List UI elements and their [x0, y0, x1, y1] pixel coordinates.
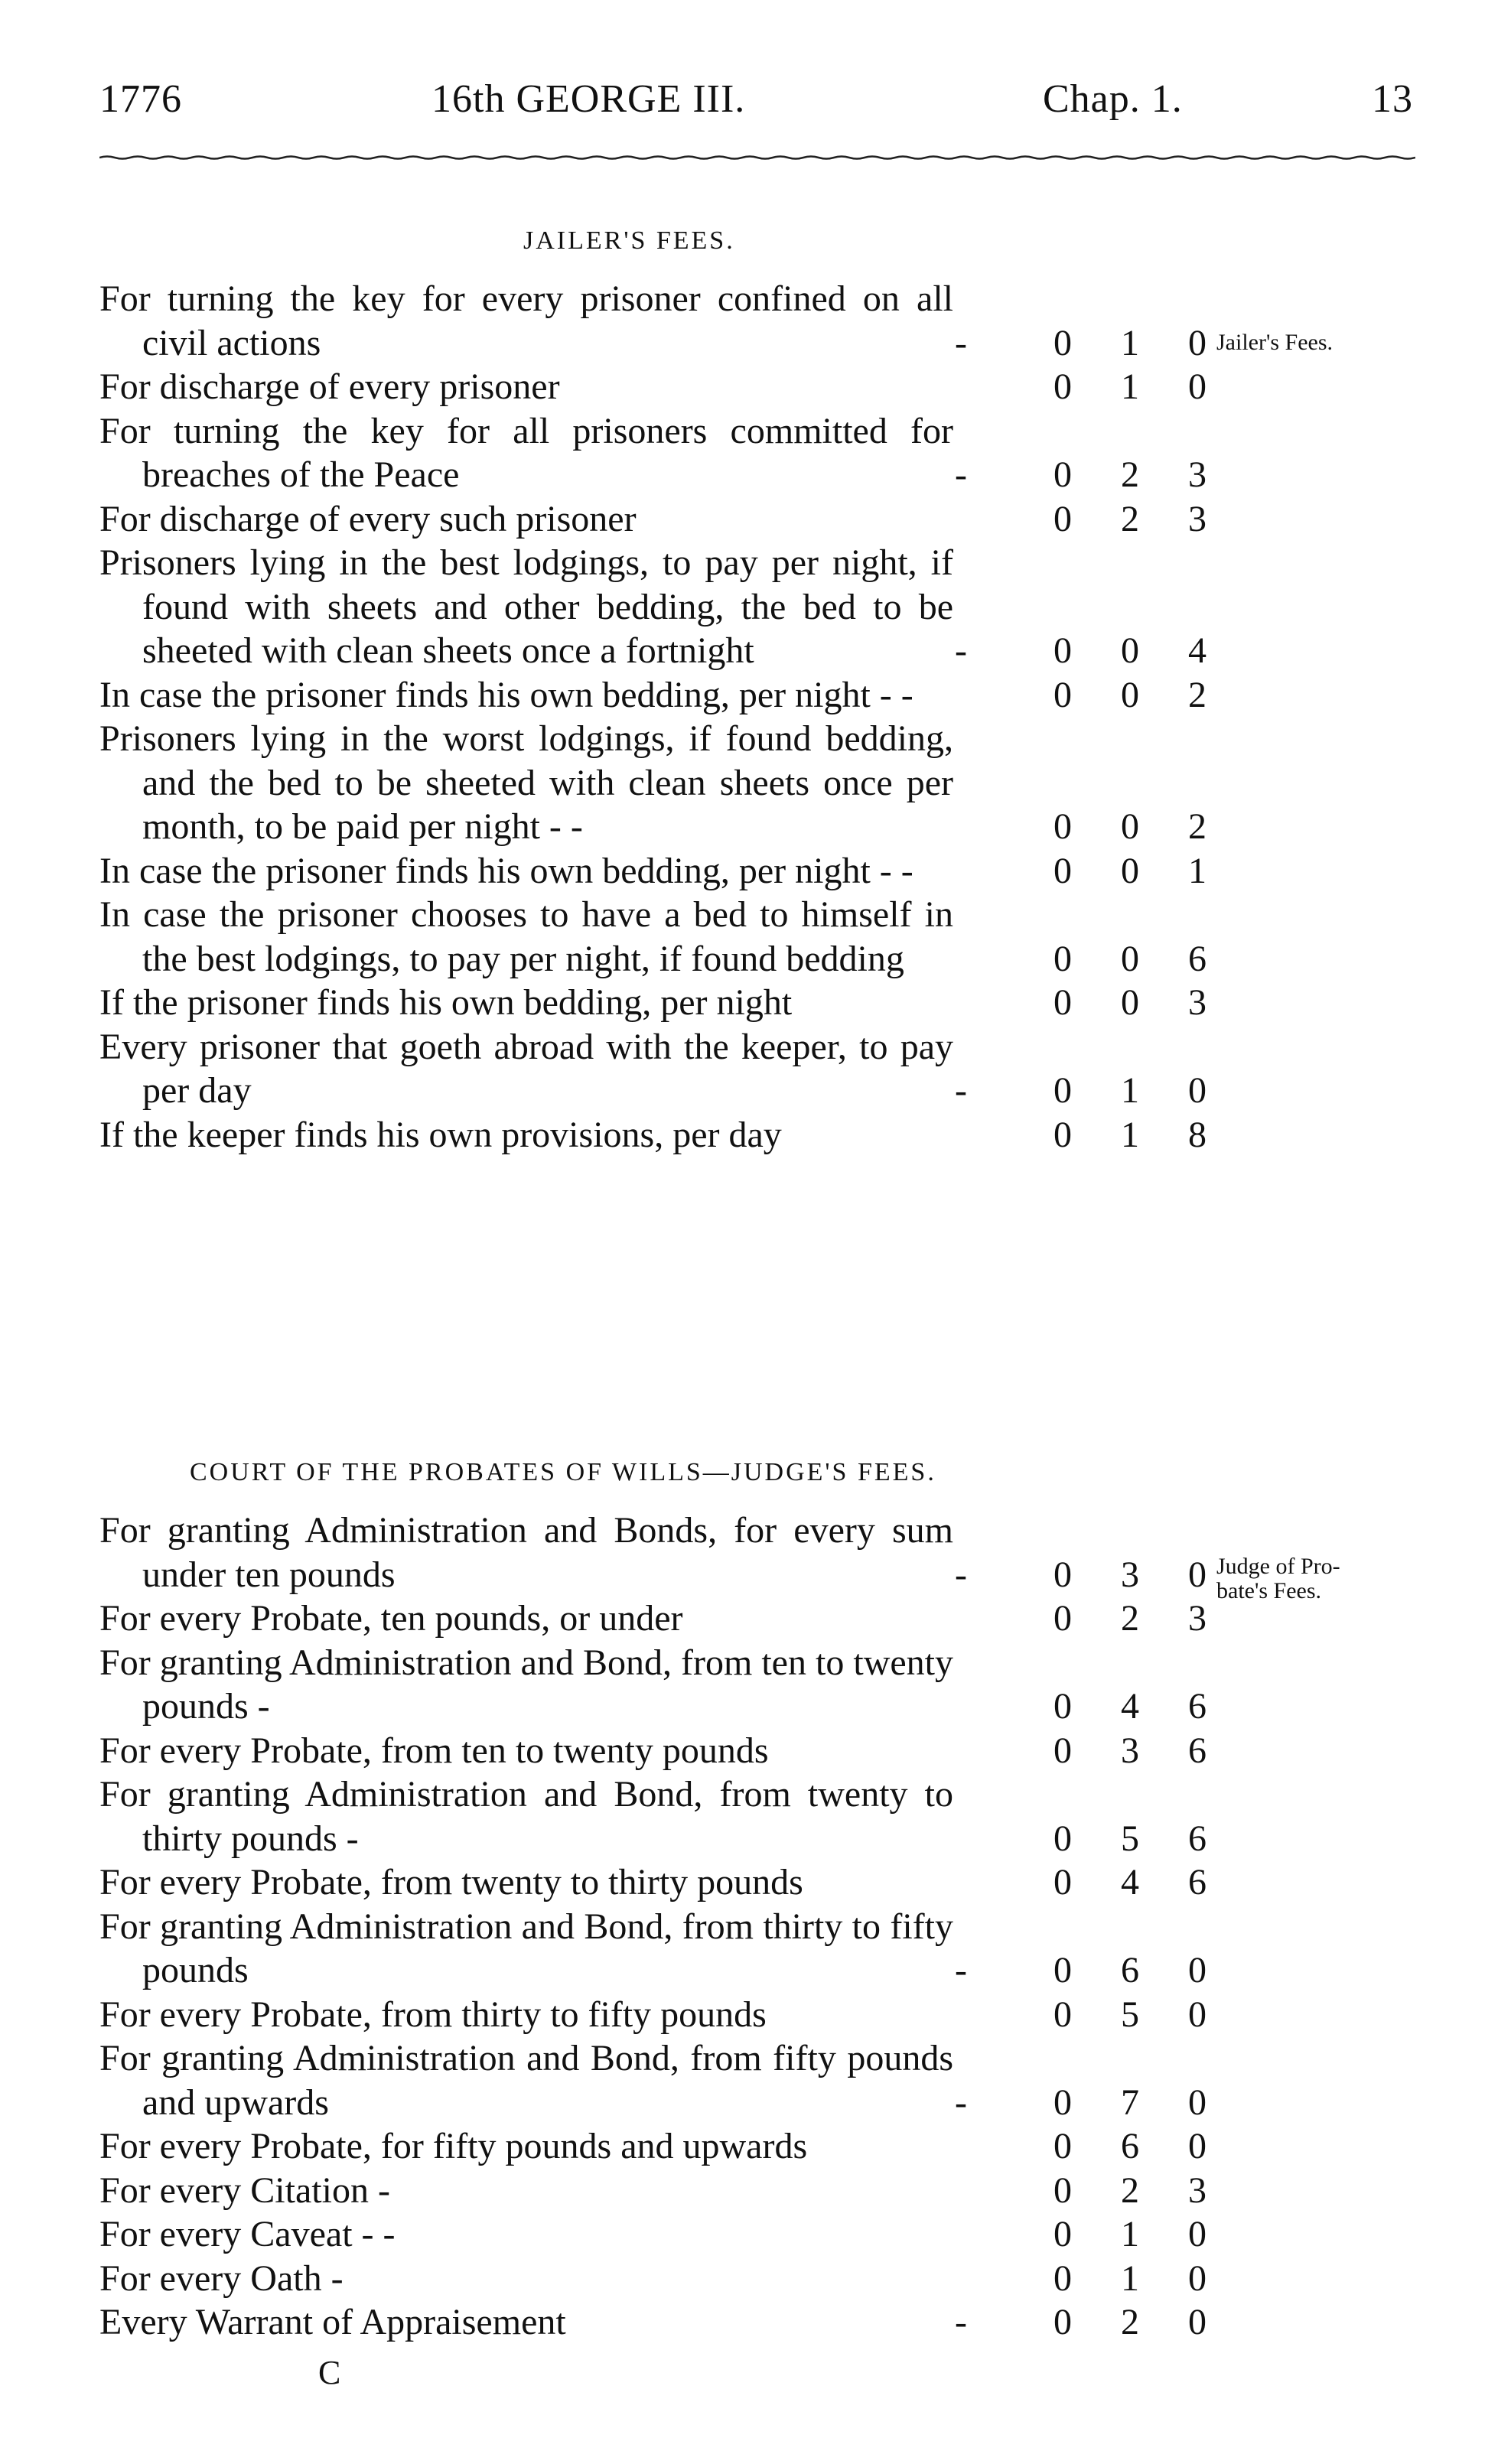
fee-row	[99, 1772, 1207, 1860]
fee-amount	[1029, 1993, 1231, 2037]
fee-row	[99, 1597, 1207, 1641]
amount-pounds: 0	[1053, 938, 1072, 979]
fee-amount	[1029, 1069, 1231, 1113]
fee-amount	[1029, 981, 1231, 1025]
fee-row	[99, 1905, 1207, 1993]
fee-amount	[1029, 1553, 1231, 1597]
amount-pounds: 0	[1053, 1070, 1072, 1111]
fee-row	[99, 365, 1207, 409]
amount-shillings: 5	[1121, 1818, 1139, 1859]
leader-dash: -	[955, 454, 967, 495]
amount-shillings: 3	[1121, 1730, 1139, 1771]
fee-description: Every Warrant of Appraisement	[99, 2302, 566, 2342]
amount-pounds: 0	[1053, 674, 1072, 715]
fee-description: For every Probate, for fifty pounds and upwards	[99, 2126, 808, 2166]
amount-pence: 6	[1188, 1818, 1207, 1859]
amount-shillings: 1	[1121, 2257, 1139, 2299]
fee-description: Prisoners lying in the best lodgings, to pay per night, if found with sheets and other bedding, the bed to be sheeted with clean sheets once a fortnight	[99, 542, 953, 671]
fee-table-jailers	[99, 277, 1207, 1157]
amount-pounds: 0	[1053, 2302, 1072, 2342]
amount-pence: 0	[1188, 1554, 1207, 1595]
amount-shillings: 6	[1121, 2126, 1139, 2166]
fee-row	[99, 277, 1207, 365]
amount-pounds: 0	[1053, 1818, 1072, 1859]
amount-shillings: 2	[1121, 2302, 1139, 2342]
amount-shillings: 0	[1121, 938, 1139, 979]
fee-row	[99, 541, 1207, 673]
amount-pounds: 0	[1053, 850, 1072, 891]
fee-amount	[1029, 2081, 1231, 2125]
fee-row	[99, 2257, 1207, 2301]
fee-row	[99, 717, 1207, 849]
fee-row	[99, 1993, 1207, 2037]
amount-pounds: 0	[1053, 1114, 1072, 1155]
amount-pence: 3	[1188, 454, 1207, 495]
amount-pounds: 0	[1053, 1598, 1072, 1639]
signature-mark: C	[318, 2354, 341, 2391]
amount-pounds: 0	[1053, 2169, 1072, 2211]
leader-dash: -	[955, 1950, 967, 1990]
fee-description: For discharge of every such prisoner	[99, 498, 637, 539]
amount-shillings: 7	[1121, 2082, 1139, 2123]
amount-shillings: 2	[1121, 498, 1139, 539]
amount-shillings: 2	[1121, 2169, 1139, 2211]
fee-table-probate	[99, 1509, 1207, 2345]
fee-amount	[1029, 673, 1231, 718]
section-title-probate-fees: COURT OF THE PROBATES OF WILLS—JUDGE'S FEES.	[190, 1458, 936, 1486]
fee-description: For every Caveat - -	[99, 2214, 396, 2254]
section-title-jailers-fees: JAILER'S FEES.	[523, 226, 735, 255]
fee-description: For granting Administration and Bonds, for every sum under ten pounds	[99, 1510, 953, 1595]
fee-row	[99, 981, 1207, 1025]
margin-note-probate-fees	[1216, 1554, 1340, 1603]
fee-row	[99, 2300, 1207, 2345]
amount-pence: 0	[1188, 2082, 1207, 2123]
amount-pounds: 0	[1053, 322, 1072, 363]
fee-amount	[1029, 1860, 1231, 1905]
fee-amount	[1029, 849, 1231, 893]
amount-pence: 0	[1188, 1950, 1207, 1990]
header-chapter: Chap. 1.	[1043, 77, 1183, 121]
fee-description: For granting Administration and Bond, from fifty pounds and upwards	[99, 2038, 953, 2123]
fee-row	[99, 849, 1207, 893]
amount-pence: 0	[1188, 2214, 1207, 2254]
leader-dash: -	[955, 322, 967, 363]
fee-row	[99, 893, 1207, 981]
amount-pounds: 0	[1053, 1554, 1072, 1595]
amount-shillings: 1	[1121, 366, 1139, 407]
amount-pounds: 0	[1053, 2257, 1072, 2299]
fee-description: For every Probate, ten pounds, or under	[99, 1598, 683, 1639]
page-number: 13	[1372, 77, 1413, 121]
fee-amount	[1029, 1684, 1231, 1729]
fee-description: If the keeper finds his own provisions, per day	[99, 1114, 782, 1155]
leader-dash: -	[955, 1554, 967, 1595]
fee-description: Prisoners lying in the worst lodgings, if found bedding, and the bed to be sheeted with clean sheets once per month, to be paid per night - -	[99, 718, 953, 847]
fee-row	[99, 409, 1207, 497]
fee-amount	[1029, 1597, 1231, 1641]
amount-pence: 0	[1188, 2257, 1207, 2299]
fee-amount	[1029, 2212, 1231, 2257]
header-rule	[99, 155, 1415, 161]
fee-row	[99, 1729, 1207, 1773]
amount-pounds: 0	[1053, 982, 1072, 1023]
fee-description: For every Probate, from ten to twenty pounds	[99, 1730, 769, 1771]
amount-pence: 3	[1188, 1598, 1207, 1639]
fee-amount	[1029, 321, 1231, 366]
fee-amount	[1029, 1729, 1231, 1773]
fee-description: For granting Administration and Bond, from twenty to thirty pounds -	[99, 1774, 953, 1859]
amount-pounds: 0	[1053, 498, 1072, 539]
amount-pounds: 0	[1053, 2082, 1072, 2123]
amount-shillings: 2	[1121, 454, 1139, 495]
amount-pence: 0	[1188, 1994, 1207, 2035]
fee-amount	[1029, 2257, 1231, 2301]
amount-pounds: 0	[1053, 1862, 1072, 1903]
fee-description: For every Probate, from twenty to thirty pounds	[99, 1862, 803, 1903]
amount-pence: 0	[1188, 1070, 1207, 1111]
fee-amount	[1029, 453, 1231, 497]
amount-pounds: 0	[1053, 2214, 1072, 2254]
fee-amount	[1029, 1817, 1231, 1861]
fee-description: For every Oath -	[99, 2257, 344, 2299]
fee-description: For every Probate, from thirty to fifty pounds	[99, 1994, 767, 2035]
amount-shillings: 4	[1121, 1686, 1139, 1727]
fee-amount	[1029, 1948, 1231, 1993]
fee-row	[99, 1025, 1207, 1113]
amount-shillings: 0	[1121, 982, 1139, 1023]
amount-pence: 6	[1188, 1862, 1207, 1903]
fee-amount	[1029, 937, 1231, 981]
fee-row	[99, 2212, 1207, 2257]
amount-pence: 0	[1188, 366, 1207, 407]
amount-pence: 2	[1188, 806, 1207, 847]
amount-pounds: 0	[1053, 630, 1072, 671]
amount-pence: 0	[1188, 2302, 1207, 2342]
fee-amount	[1029, 629, 1231, 673]
header-year: 1776	[99, 77, 182, 121]
fee-description: For every Citation -	[99, 2169, 390, 2211]
fee-amount	[1029, 2300, 1231, 2345]
fee-description: For discharge of every prisoner	[99, 366, 560, 407]
fee-amount	[1029, 805, 1231, 849]
amount-shillings: 1	[1121, 322, 1139, 363]
amount-shillings: 0	[1121, 806, 1139, 847]
fee-description: For turning the key for every prisoner confined on all civil actions	[99, 278, 953, 363]
leader-dash: -	[955, 2082, 967, 2123]
fee-description: For turning the key for all prisoners committed for breaches of the Peace	[99, 410, 953, 495]
amount-shillings: 3	[1121, 1554, 1139, 1595]
amount-pounds: 0	[1053, 366, 1072, 407]
header-reign: 16th GEORGE III.	[431, 77, 746, 121]
fee-row	[99, 673, 1207, 718]
amount-pounds: 0	[1053, 454, 1072, 495]
fee-amount	[1029, 497, 1231, 542]
amount-shillings: 6	[1121, 1950, 1139, 1990]
amount-shillings: 0	[1121, 850, 1139, 891]
fee-row	[99, 497, 1207, 542]
amount-pounds: 0	[1053, 1730, 1072, 1771]
amount-pounds: 0	[1053, 2126, 1072, 2166]
fee-description: In case the prisoner chooses to have a bed to himself in the best lodgings, to pay per night, if found bedding	[99, 894, 953, 979]
amount-shillings: 4	[1121, 1862, 1139, 1903]
amount-shillings: 1	[1121, 2214, 1139, 2254]
fee-amount	[1029, 1113, 1231, 1157]
fee-amount	[1029, 2169, 1231, 2213]
fee-description: In case the prisoner finds his own bedding, per night - -	[99, 674, 913, 715]
fee-description: If the prisoner finds his own bedding, per night	[99, 982, 793, 1023]
fee-description: For granting Administration and Bond, from ten to twenty pounds -	[99, 1642, 953, 1727]
amount-shillings: 2	[1121, 1598, 1139, 1639]
amount-shillings: 1	[1121, 1114, 1139, 1155]
amount-shillings: 0	[1121, 630, 1139, 671]
amount-shillings: 1	[1121, 1070, 1139, 1111]
amount-pence: 1	[1188, 850, 1207, 891]
fee-row	[99, 1509, 1207, 1597]
amount-pence: 2	[1188, 674, 1207, 715]
fee-description: In case the prisoner finds his own bedding, per night - -	[99, 850, 913, 891]
amount-pence: 6	[1188, 938, 1207, 979]
amount-pence: 3	[1188, 2169, 1207, 2211]
leader-dash: -	[955, 2302, 967, 2342]
fee-amount	[1029, 365, 1231, 409]
fee-row	[99, 2169, 1207, 2213]
fee-description: For granting Administration and Bond, from thirty to fifty pounds	[99, 1906, 953, 1990]
amount-pence: 3	[1188, 982, 1207, 1023]
leader-dash: -	[955, 1070, 967, 1111]
leader-dash: -	[955, 630, 967, 671]
amount-pounds: 0	[1053, 1994, 1072, 2035]
margin-note-jailers-fees: Jailer's Fees.	[1216, 330, 1334, 355]
fee-row	[99, 1113, 1207, 1157]
amount-pence: 3	[1188, 498, 1207, 539]
amount-shillings: 0	[1121, 674, 1139, 715]
amount-pence: 0	[1188, 322, 1207, 363]
fee-row	[99, 1641, 1207, 1729]
fee-row	[99, 2036, 1207, 2124]
fee-row	[99, 2124, 1207, 2169]
amount-pounds: 0	[1053, 806, 1072, 847]
amount-shillings: 5	[1121, 1994, 1139, 2035]
amount-pence: 6	[1188, 1730, 1207, 1771]
fee-amount	[1029, 2124, 1231, 2169]
fee-description: Every prisoner that goeth abroad with the keeper, to pay per day	[99, 1026, 953, 1111]
amount-pence: 6	[1188, 1686, 1207, 1727]
margin-note-line: Judge of Pro-	[1216, 1554, 1340, 1579]
fee-row	[99, 1860, 1207, 1905]
amount-pounds: 0	[1053, 1686, 1072, 1727]
amount-pence: 0	[1188, 2126, 1207, 2166]
amount-pence: 4	[1188, 630, 1207, 671]
amount-pounds: 0	[1053, 1950, 1072, 1990]
margin-note-line: bate's Fees.	[1216, 1578, 1322, 1603]
amount-pence: 8	[1188, 1114, 1207, 1155]
running-header	[99, 76, 1415, 138]
